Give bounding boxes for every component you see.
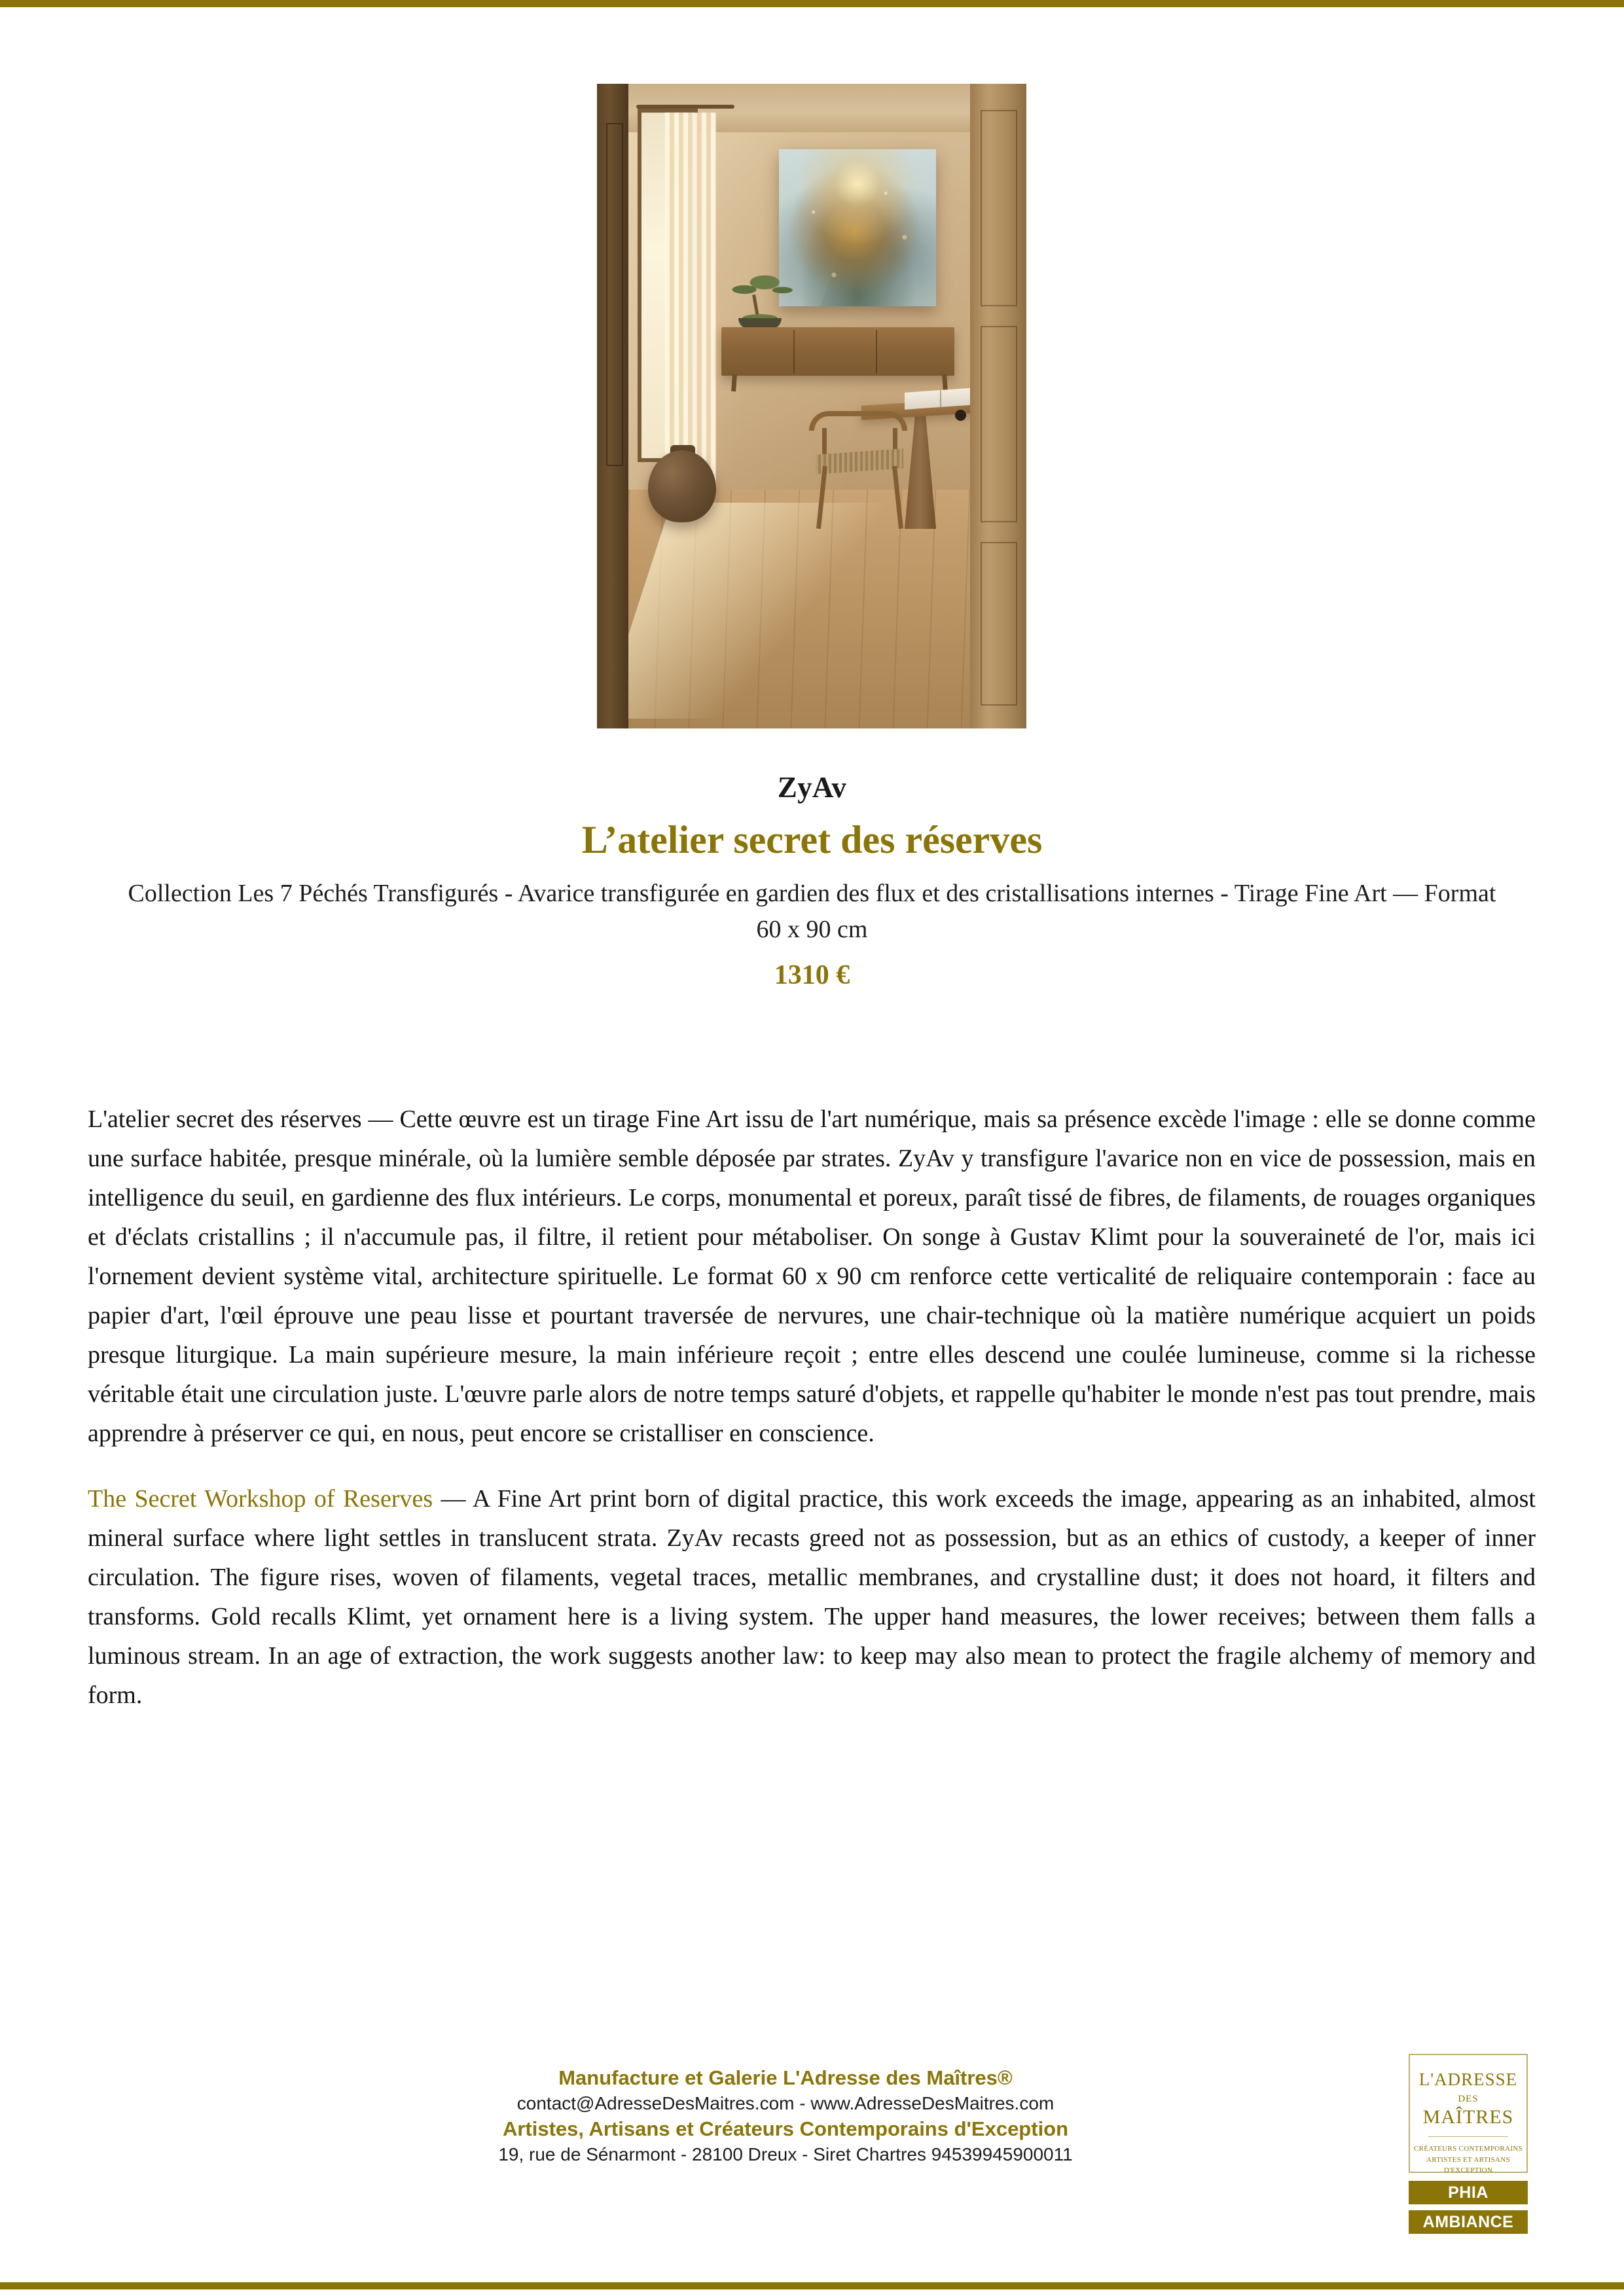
chair-seat [816,448,903,474]
footer-company: Manufacture et Galerie L'Adresse des Maîtres® [558,2066,1013,2089]
logo-tagline-3: D'EXCEPTION [1443,2166,1493,2174]
left-door-jamb [597,84,628,728]
sideboard-leg [942,374,948,391]
collection-line: Collection Les 7 Péchés Transfigurés - Avarice transfigurée en gardien des flux et des cristallisations internes - Tirage Fine Art — Format 60 x 90 cm [128,880,1496,943]
body-copy [88,1100,1536,1715]
logo-line-adresse: L'ADRESSE [1418,2070,1518,2089]
english-lede: The Secret Workshop of Reserves [88,1485,433,1513]
sideboard [721,327,954,376]
page-footer [0,2065,1624,2255]
curtain [665,113,716,486]
artwork-title: L’atelier secret des réserves [581,818,1043,862]
sideboard-leg [731,374,737,391]
footer-address: 19, rue de Sénarmont - 28100 Dreux - Siret Chartres 94539945900011 [498,2144,1073,2164]
brand-logo [1409,2054,1528,2173]
english-body: — A Fine Art print born of digital practice, this work exceeds the image, appearing as an inhabited, almost mineral surface where light settles in translucent strata. ZyAv recasts greed not as possession, but as an ethics of custody, a keeper of inner circulation. The figure rises, woven of filaments, vegetal traces, metallic membranes, and crystalline dust; it does not hoard, it filters and transforms. Gold recalls Klimt, yet ornament here is a living system. The upper hand measures, the lower receives; between them falls a luminous stream. In an age of extraction, the work suggests another law: to keep may also mean to protect the fragile alchemy of memory and form. [88,1485,1536,1710]
logo-tagline-2: ARTISTES ET ARTISANS [1426,2155,1510,2164]
door-panel-inset [981,326,1017,522]
logo-line-maitres: MAÎTRES [1422,2106,1514,2128]
price: 1310 € [774,960,850,990]
right-door-panel [970,84,1026,728]
ceramic-vase [648,450,716,522]
artist-name: ZyAv [777,771,847,804]
wooden-chair [805,411,916,529]
badge-ambiance: AMBIANCE [1409,2210,1528,2234]
bonsai-foliage [725,272,793,301]
door-panel-inset [981,110,1017,306]
footer-tagline: Artistes, Artisans et Créateurs Contemporains d'Exception [502,2117,1069,2140]
wall-artwork-canvas [779,149,936,306]
door-panel-inset [981,542,1017,706]
title-block [0,769,1624,991]
footer-contact[interactable]: contact@AdresseDesMaitres.com - www.AdresseDesMaitres.com [516,2092,1055,2113]
logo-tagline-1: CRÉATEURS CONTEMPORAINS [1413,2145,1523,2153]
page-bottom-rule [0,2282,1624,2289]
artwork-painting [779,149,936,306]
logo-line-des: DES [1458,2094,1479,2104]
logo-divider [1428,2136,1508,2137]
footer-contact-block [353,2065,1218,2167]
chair-leg [816,466,827,529]
sideboard-seam [876,330,877,373]
sideboard-seam [793,330,795,373]
artwork-mockup-image [597,84,1026,728]
paragraph-french: L'atelier secret des réserves — Cette œuvre est un tirage Fine Art issu de l'art numérique, mais sa présence excède l'image : elle se donne comme une surface habitée, presque minérale, où la lumière semble déposée par strates. ZyAv y transfigure l'avarice non en vice de possession, mais en intelligence du seuil, en gardienne des flux intérieurs. Le corps, monumental et poreux, paraît tissé de fibres, de filaments, de rouages organiques et d'éclats cristallins ; il n'accumule pas, il filtre, il retient pour métaboliser. On songe à Gustav Klimt pour la souveraineté de l'or, mais ici l'ornement devient système vital, architecture spirituelle. Le format 60 x 90 cm renforce cette verticalité de reliquaire contemporain : face au papier d'art, l'œil éprouve une peau lisse et pourtant traversée de nervures, une chair-technique où la matière numérique acquiert un poids presque liturgique. La main supérieure mesure, la main inférieure reçoit ; entre elles descend une coulée lumineuse, comme si la richesse véritable était une circulation juste. L'œuvre parle alors de notre temps saturé d'objets, et rappelle qu'habiter le monde n'est pas tout prendre, mais apprendre à préserver ce qui, en nous, peut encore se cristalliser en conscience. [88,1105,1536,1448]
chair-leg [892,466,903,529]
paragraph-english [88,1479,1536,1715]
badge-phia: PHIA [1409,2181,1528,2204]
door-knob [955,410,966,421]
page-top-rule [0,0,1624,7]
interior-scene [597,84,1026,728]
logo-stack [1409,2054,1530,2234]
